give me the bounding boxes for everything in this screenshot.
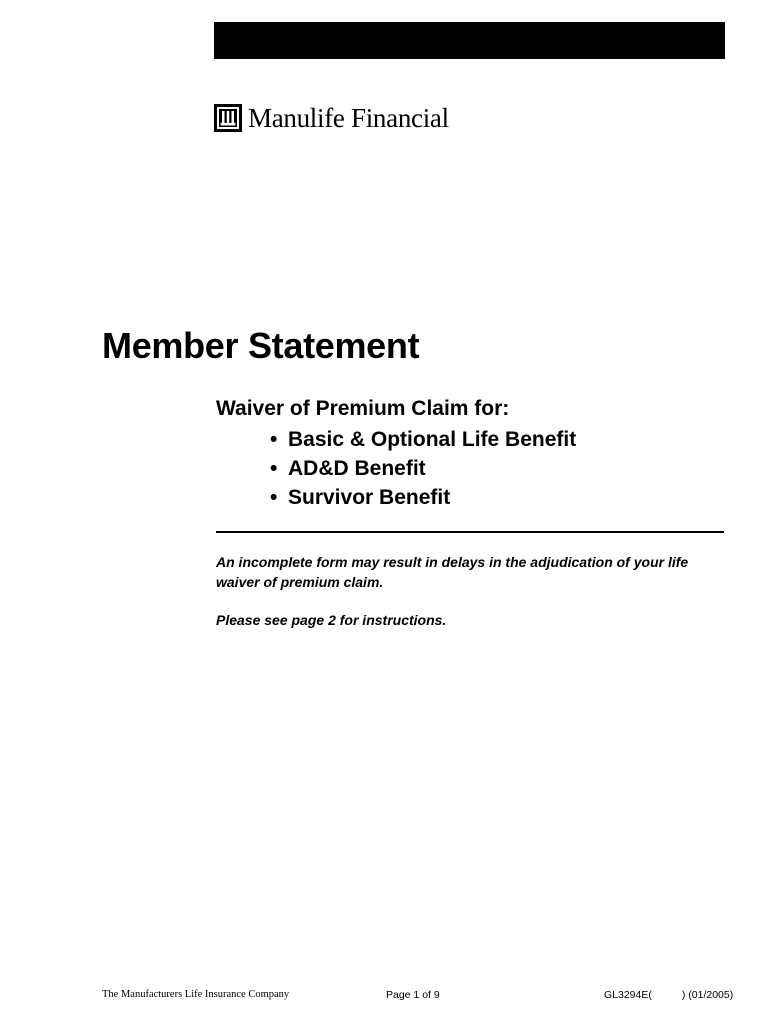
bullet-icon: •	[270, 457, 278, 480]
footer-page-number: Page 1 of 9	[386, 989, 440, 1001]
claim-heading: Waiver of Premium Claim for:	[216, 397, 510, 420]
benefit-item	[270, 483, 576, 512]
document-title: Member Statement	[102, 325, 420, 366]
benefit-label: AD&D Benefit	[288, 457, 426, 480]
brand-name: Manulife Financial	[248, 102, 449, 133]
instructions-note: Please see page 2 for instructions.	[216, 612, 447, 628]
benefit-list	[270, 425, 576, 512]
footer-company: The Manufacturers Life Insurance Company	[102, 989, 290, 1000]
incomplete-form-notice: An incomplete form may result in delays in the adjudication of your life waiver of premium claim.	[216, 554, 689, 590]
benefit-item	[270, 454, 576, 483]
benefit-item	[270, 425, 576, 454]
benefit-label: Basic & Optional Life Benefit	[288, 428, 577, 451]
section-divider	[216, 531, 724, 533]
benefit-label: Survivor Benefit	[288, 486, 451, 509]
manulife-logo-icon	[214, 104, 242, 132]
form-code-suffix: ) (01/2005)	[681, 989, 734, 1001]
bullet-icon: •	[270, 486, 278, 509]
bullet-icon: •	[270, 428, 278, 451]
footer-form-code	[604, 989, 733, 1001]
top-black-bar	[214, 22, 725, 59]
brand-logo	[214, 100, 449, 136]
form-code-prefix: GL3294E(	[604, 989, 652, 1001]
